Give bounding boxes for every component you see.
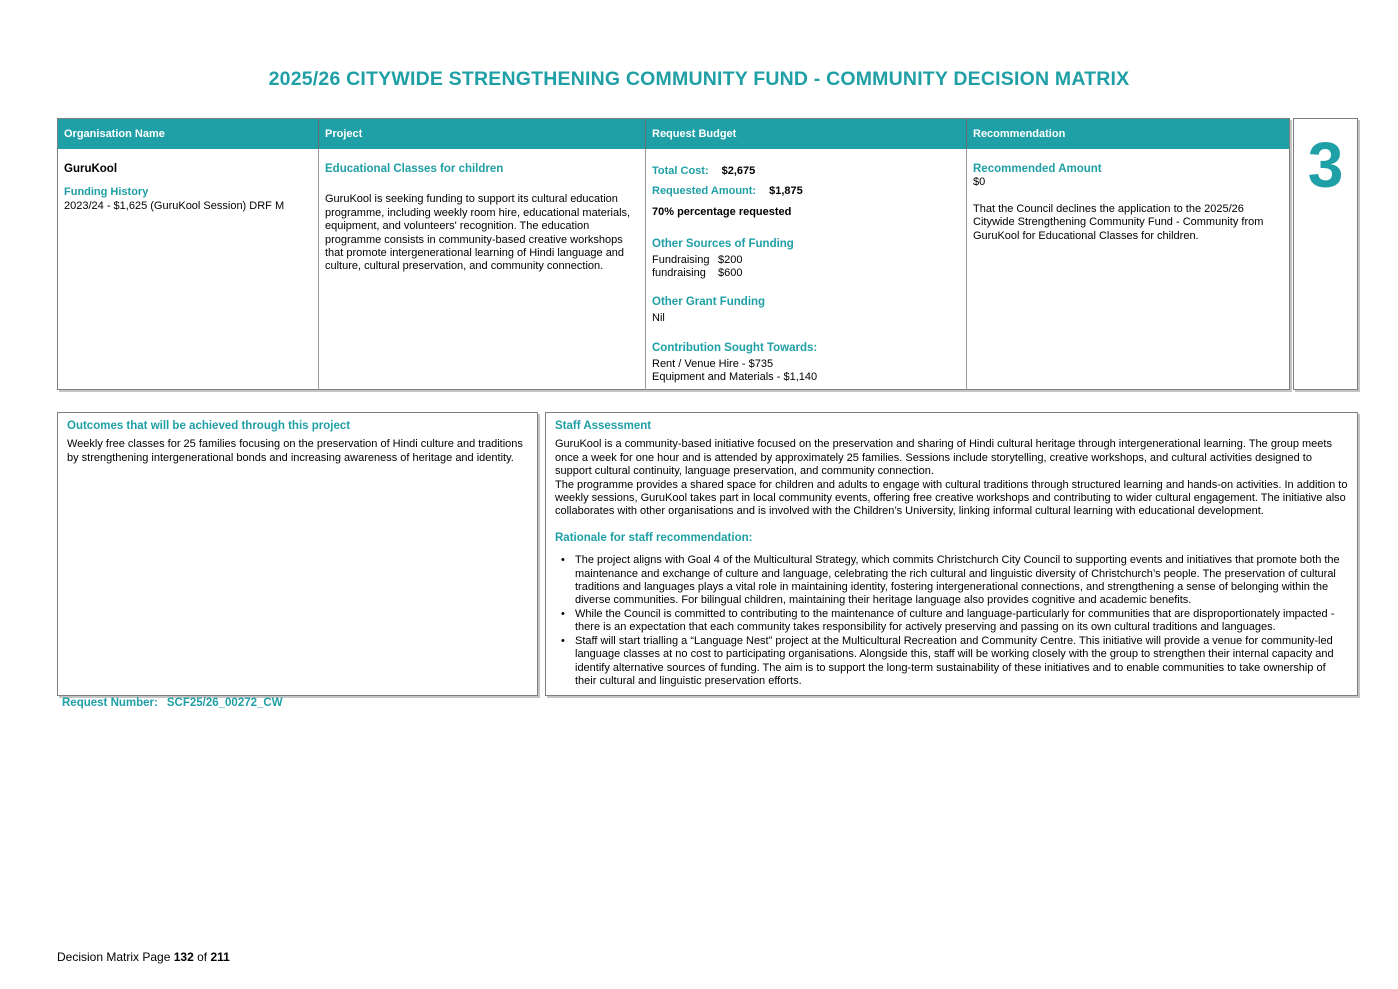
rationale-bullet [559, 554, 1348, 608]
recommended-amount-value: $0 [973, 176, 986, 189]
rationale-bullet-text: Staff will start trialling a “Language Nest” project at the Multicultural Recreation and Community Centre. This initiative will provide a venue for community-led language classes at no cost to participating organisations. Alongside this, staff will be working closely with the group to strengthen their internal capacity and identify alternative sources of funding. The aim is to support the long-term sustainability of these initiatives and to enable communities to take ownership of their cultural and linguistic preservation efforts. [575, 634, 1334, 687]
contribution-item: Rent / Venue Hire - $735 [652, 357, 774, 370]
funding-history-label: Funding History [64, 186, 149, 199]
project-cell [319, 149, 646, 390]
request-budget-cell [646, 149, 967, 390]
request-number-label: Request Number: [62, 697, 158, 709]
matrix-table-header-row [58, 119, 1289, 149]
request-number [62, 697, 283, 709]
bullet-icon: • [561, 554, 565, 567]
staff-assessment-box [545, 412, 1358, 696]
staff-assessment-heading: Staff Assessment [555, 420, 652, 432]
page-footer [57, 950, 230, 964]
total-cost-value: $2,675 [721, 165, 756, 177]
matrix-table-main [57, 118, 1290, 390]
decision-matrix-table [57, 118, 1358, 390]
organisation-name: GuruKool [64, 163, 118, 175]
outcomes-box [57, 412, 538, 696]
staff-assessment-paragraph: The programme provides a shared space for children and adults to engage with cultural traditions through structured learning and hands-on activities. In addition to weekly sessions, GuruKool takes part in local community events, offering free creative workshops and contributing to wider cultural engagement. The initiative also collaborates with other organisations and is involved with the Children’s University, linking informal cultural learning with educational development. [555, 478, 1348, 518]
header-organisation-name: Organisation Name [58, 119, 319, 149]
footer-page-number: 132 [173, 950, 194, 964]
percentage-requested: 70% percentage requested [652, 205, 792, 218]
header-project: Project [319, 119, 646, 149]
rationale-bullet-text: While the Council is committed to contributing to the maintenance of culture and language-particularly for communities that are disproportionately impacted - there is an expectation that each community takes responsibility for actively preserving and passing on its own cultural traditions and languages. [575, 607, 1335, 634]
contribution-label: Contribution Sought Towards: [652, 342, 818, 355]
requested-amount-value: $1,875 [769, 185, 803, 198]
organisation-cell [58, 149, 319, 390]
footer-prefix: Decision Matrix Page [57, 950, 171, 964]
project-description: GuruKool is seeking funding to support its cultural education programme, including weekly room hire, educational materials, equipment, and volunteers' recognition. The education programme consists in community-based creative workshops that promote intergenerational learning of Hindi language and culture, cultural preservation, and community connection. [325, 193, 631, 273]
recommended-amount-label: Recommended Amount [973, 163, 1102, 175]
rationale-bullet [559, 608, 1348, 635]
bullet-icon: • [561, 607, 565, 620]
rationale-bullet-text: The project aligns with Goal 4 of the Multicultural Strategy, which commits Christchurch City Council to supporting events and initiatives that promote both the maintenance and exchange of culture and language, celebrating the rich cultural and linguistic diversity of Christchurch’s people. The preservation of cultural traditions and languages plays a vital role in maintaining identity, fostering intergenerational connections, and strengthening a sense of belonging within the diverse communities. For bilingual children, maintaining their heritage language also provides cognitive and academic benefits. [575, 554, 1340, 607]
footer-of: of [197, 950, 208, 964]
header-request-budget: Request Budget [646, 119, 967, 149]
page-title: 2025/26 CITYWIDE STRENGTHENING COMMUNITY FUND - COMMUNITY DECISION MATRIX [268, 68, 1130, 90]
other-source-amount: $600 [718, 267, 743, 280]
other-sources-label: Other Sources of Funding [652, 238, 794, 251]
staff-assessment-paragraph: GuruKool is a community-based initiative focused on the preservation and sharing of Hindi cultural heritage through intergenerational learning. The group meets once a week for one hour and is attended by approximately 25 families. Sessions include storytelling, creative workshops, and cultural activities designed to support cultural continuity, language preservation, and community connection. [555, 438, 1332, 478]
other-source-row [652, 267, 958, 280]
bullet-icon: • [561, 634, 565, 647]
priority-number: 3 [1307, 129, 1344, 201]
priority-number-cell [1293, 118, 1358, 390]
recommendation-text: That the Council declines the application to the 2025/26 Citywide Strengthening Community Fund - Community from GuruKool for Educational Classes for children. [973, 202, 1264, 242]
other-grant-label: Other Grant Funding [652, 296, 766, 309]
other-source-name: fundraising [652, 267, 706, 280]
total-cost-label: Total Cost: [652, 165, 709, 177]
funding-history-value: 2023/24 - $1,625 (GuruKool Session) DRF M [64, 199, 285, 212]
matrix-table-body-row [58, 149, 1289, 390]
recommendation-cell [967, 149, 1289, 390]
footer-total-pages: 211 [210, 950, 230, 964]
contribution-item: Equipment and Materials - $1,140 [652, 371, 818, 384]
request-number-value: SCF25/26_00272_CW [166, 697, 283, 709]
lower-section [57, 412, 1358, 696]
rationale-heading: Rationale for staff recommendation: [555, 531, 753, 544]
outcomes-text: Weekly free classes for 25 families focusing on the preservation of Hindi culture and traditions by strengthening intergenerational bonds and increasing awareness of heritage and identity. [67, 438, 523, 464]
other-grant-value: Nil [652, 311, 665, 324]
total-cost-line [652, 165, 958, 178]
rationale-bullet [559, 635, 1348, 689]
other-source-row [652, 254, 958, 267]
requested-amount-label: Requested Amount: [652, 185, 757, 198]
outcomes-heading: Outcomes that will be achieved through this project [67, 420, 351, 432]
project-title: Educational Classes for children [325, 163, 504, 175]
other-source-amount: $200 [718, 253, 743, 266]
header-recommendation: Recommendation [973, 128, 1066, 140]
requested-amount-line [652, 185, 958, 198]
other-source-name: Fundraising [652, 253, 710, 266]
